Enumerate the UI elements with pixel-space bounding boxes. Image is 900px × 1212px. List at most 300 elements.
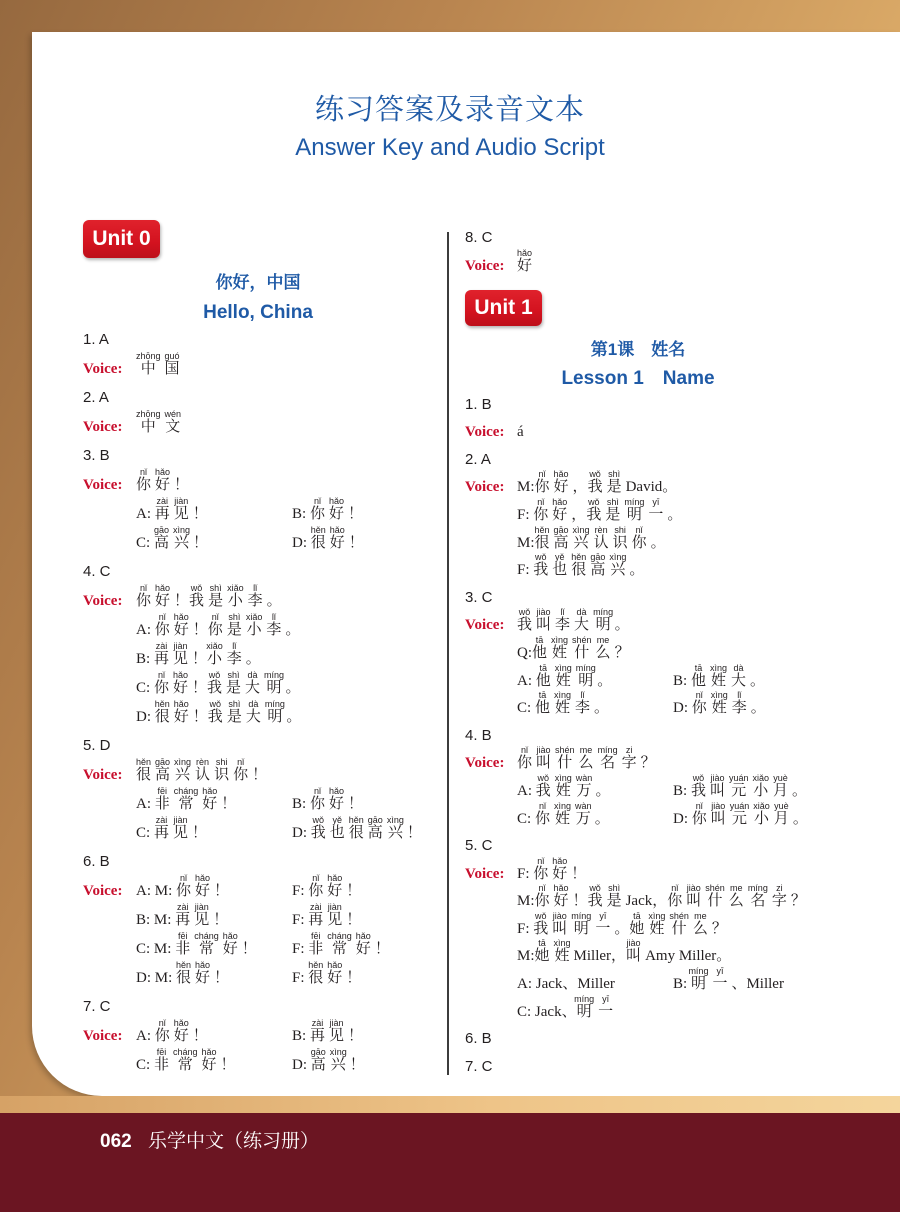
hanzi: 高 bbox=[590, 562, 606, 579]
pinyin-annotated-char bbox=[309, 786, 325, 812]
pinyin-annotated-char bbox=[310, 815, 326, 841]
pinyin-annotated-char bbox=[624, 496, 645, 523]
pinyin: xiǎo bbox=[752, 772, 769, 783]
hanzi: 识 bbox=[612, 534, 628, 551]
pinyin: lǐ bbox=[731, 690, 747, 701]
pinyin: hěn bbox=[176, 960, 192, 970]
pinyin: guó bbox=[164, 351, 180, 361]
pinyin-annotated-char bbox=[595, 910, 611, 937]
answer-option bbox=[517, 746, 673, 771]
pinyin: nǐ bbox=[308, 873, 324, 883]
question-row bbox=[465, 223, 885, 251]
answer-option bbox=[292, 526, 364, 551]
hanzi: 好 bbox=[173, 709, 189, 725]
text-segment: ！ bbox=[192, 535, 208, 551]
hanzi: 见 bbox=[172, 825, 188, 841]
pinyin-annotated-char bbox=[710, 690, 728, 717]
pinyin: lǐ bbox=[574, 690, 590, 701]
pinyin: hǎo bbox=[517, 248, 533, 258]
pinyin: jiào bbox=[626, 938, 642, 949]
pinyin-annotated-char bbox=[612, 524, 628, 551]
footer-band bbox=[0, 1113, 900, 1212]
hanzi: 叫 bbox=[536, 617, 552, 634]
page-number: 062 bbox=[100, 1131, 132, 1152]
pinyin-annotated-char bbox=[572, 524, 590, 551]
pinyin: xìng bbox=[554, 662, 572, 673]
pinyin: hěn bbox=[348, 815, 364, 825]
pinyin-annotated-char bbox=[155, 757, 171, 783]
text-segment: M: bbox=[517, 479, 535, 496]
hanzi: 她 bbox=[629, 920, 645, 937]
pinyin: yě bbox=[329, 815, 345, 825]
hanzi: 什 bbox=[705, 893, 725, 910]
hanzi: 叫 bbox=[626, 948, 642, 965]
text-segment: Q: bbox=[517, 644, 532, 661]
text-segment: ！ bbox=[191, 825, 207, 841]
pinyin: xìng bbox=[553, 690, 571, 701]
pinyin-annotated-char bbox=[712, 966, 728, 993]
hanzi: 常 bbox=[172, 1057, 198, 1073]
answer-option bbox=[292, 932, 390, 957]
text-segment: ！ bbox=[346, 883, 362, 899]
voice-label: Voice: bbox=[465, 258, 505, 274]
right-column bbox=[465, 223, 885, 1093]
pinyin-annotated-char bbox=[207, 699, 223, 725]
hanzi: 再 bbox=[153, 651, 169, 667]
hanzi: 你 bbox=[153, 680, 169, 696]
pinyin: hěn bbox=[534, 524, 550, 535]
hanzi: 见 bbox=[328, 1028, 344, 1044]
question-row bbox=[83, 991, 445, 1020]
hanzi: 好 bbox=[202, 796, 218, 812]
pinyin: hěn bbox=[571, 552, 587, 563]
lesson-title-en: Hello, China bbox=[203, 302, 313, 323]
pinyin: hǎo bbox=[173, 612, 189, 622]
pinyin-annotated-char bbox=[136, 409, 161, 435]
pinyin: wǒ bbox=[586, 496, 602, 507]
text-segment: F: bbox=[292, 912, 309, 928]
pinyin-annotated-char bbox=[752, 772, 769, 799]
answer-option bbox=[673, 774, 807, 799]
answer-option bbox=[136, 410, 292, 435]
hanzi: 好 bbox=[327, 883, 343, 899]
text-segment: C: bbox=[136, 535, 154, 551]
answer-option bbox=[517, 774, 673, 799]
hanzi: 好 bbox=[172, 680, 188, 696]
text-segment: F: bbox=[517, 506, 534, 523]
text-segment: F: bbox=[517, 865, 534, 882]
answer-option bbox=[517, 976, 673, 992]
text-segment: ？ bbox=[790, 893, 806, 910]
hanzi: 我 bbox=[189, 593, 205, 609]
text-segment: ！ bbox=[221, 796, 237, 812]
pinyin-annotated-char bbox=[669, 910, 689, 937]
pinyin: nǐ bbox=[534, 883, 550, 894]
pinyin-annotated-char bbox=[551, 634, 569, 661]
pinyin-annotated-char bbox=[245, 670, 261, 696]
pinyin: jiào bbox=[552, 910, 568, 921]
text-segment: A: M: bbox=[136, 883, 177, 899]
hanzi: 他 bbox=[690, 672, 706, 689]
hanzi: 很 bbox=[154, 709, 170, 725]
hanzi: 兴 bbox=[172, 535, 190, 551]
answer-option bbox=[136, 699, 302, 725]
text-segment: F: bbox=[517, 562, 534, 579]
pinyin: míng bbox=[688, 966, 709, 977]
pinyin: tā bbox=[534, 938, 550, 949]
text-segment: ？ bbox=[614, 644, 630, 661]
pinyin: shì bbox=[208, 583, 224, 593]
hanzi: 姓 bbox=[551, 644, 569, 661]
hanzi: 明 bbox=[264, 680, 285, 696]
pinyin-annotated-char bbox=[155, 583, 171, 609]
hanzi: 好 bbox=[155, 477, 171, 493]
hanzi: 大 bbox=[245, 680, 261, 696]
hanzi: 高 bbox=[367, 825, 383, 841]
pinyin-annotated-char bbox=[553, 524, 569, 551]
text-segment: 。 bbox=[667, 506, 683, 523]
hanzi: 常 bbox=[327, 941, 352, 957]
hanzi: 你 bbox=[534, 810, 550, 827]
pinyin: hǎo bbox=[552, 496, 568, 507]
pinyin: yuè bbox=[773, 800, 789, 811]
answer-option bbox=[292, 1019, 363, 1044]
text-segment: M: bbox=[517, 948, 535, 965]
pinyin: hěn bbox=[308, 960, 324, 970]
answer-option bbox=[292, 874, 361, 899]
answer-row bbox=[465, 607, 885, 639]
pinyin-annotated-char bbox=[173, 612, 189, 638]
pinyin-annotated-char bbox=[328, 496, 344, 522]
pinyin-annotated-char bbox=[728, 883, 744, 910]
pinyin: zài bbox=[175, 902, 191, 912]
answer-option bbox=[517, 938, 732, 965]
pinyin: tā bbox=[629, 910, 645, 921]
pinyin-annotated-char bbox=[553, 938, 571, 965]
pinyin: hǎo bbox=[327, 873, 343, 883]
text-segment: A: bbox=[136, 796, 155, 812]
text-segment: D: bbox=[673, 700, 692, 717]
text-segment: F: bbox=[292, 970, 309, 986]
hanzi: 兴 bbox=[609, 562, 627, 579]
pinyin: hǎo bbox=[155, 583, 171, 593]
text-segment: F: bbox=[292, 883, 309, 899]
pinyin-annotated-char bbox=[773, 772, 789, 799]
pinyin-annotated-char bbox=[771, 883, 787, 910]
pinyin: wǒ bbox=[189, 583, 205, 593]
hanzi: 很 bbox=[310, 535, 326, 551]
pinyin-annotated-char bbox=[264, 670, 285, 696]
answer-option bbox=[292, 903, 361, 928]
pinyin: yuè bbox=[773, 772, 789, 783]
pinyin: jiàn bbox=[172, 641, 188, 651]
pinyin-annotated-char bbox=[533, 855, 549, 882]
text-segment: ， bbox=[571, 506, 587, 523]
pinyin: shì bbox=[605, 496, 621, 507]
pinyin: xìng bbox=[174, 757, 192, 767]
answer-option bbox=[673, 664, 765, 689]
pinyin-annotated-char bbox=[327, 873, 343, 899]
voice-label: Voice: bbox=[83, 883, 123, 899]
pinyin: hǎo bbox=[155, 467, 171, 477]
pinyin-annotated-char bbox=[329, 815, 345, 841]
hanzi: 他 bbox=[535, 672, 551, 689]
hanzi: 很 bbox=[176, 970, 192, 986]
pinyin-annotated-char bbox=[189, 583, 205, 609]
pinyin-annotated-char bbox=[571, 552, 587, 579]
pinyin: yī bbox=[712, 966, 728, 977]
hanzi: 我 bbox=[207, 709, 223, 725]
hanzi: 姓 bbox=[553, 948, 571, 965]
pinyin-annotated-char bbox=[709, 772, 725, 799]
pinyin-annotated-char bbox=[533, 910, 549, 937]
hanzi: 李 bbox=[574, 700, 590, 717]
answer-row bbox=[465, 469, 885, 501]
pinyin-annotated-char bbox=[154, 496, 170, 522]
hanzi: 名 bbox=[597, 755, 618, 772]
question-number: 7. C bbox=[465, 1057, 493, 1075]
pinyin: xìng bbox=[609, 552, 627, 563]
pinyin-annotated-char bbox=[154, 1018, 170, 1044]
text-segment: 。 bbox=[629, 562, 645, 579]
pinyin-annotated-char bbox=[222, 931, 238, 957]
pinyin-annotated-char bbox=[534, 690, 550, 717]
pinyin: shì bbox=[606, 883, 622, 894]
hanzi: 你 bbox=[667, 893, 683, 910]
answer-option bbox=[292, 1048, 365, 1073]
question-row bbox=[83, 440, 445, 469]
pinyin-annotated-char bbox=[517, 607, 533, 634]
pinyin-annotated-char bbox=[587, 469, 603, 496]
pinyin: míng bbox=[747, 883, 768, 894]
hanzi: 见 bbox=[172, 651, 188, 667]
text-segment: ！ bbox=[347, 796, 363, 812]
pinyin-annotated-char bbox=[164, 409, 182, 435]
hanzi: 什 bbox=[572, 644, 592, 661]
answer-row bbox=[83, 672, 445, 701]
text-segment: Jack， bbox=[625, 893, 668, 910]
hanzi: 万 bbox=[574, 810, 592, 827]
pinyin: lǐ bbox=[555, 607, 571, 618]
pinyin: xìng bbox=[648, 910, 666, 921]
hanzi: 好 bbox=[552, 506, 568, 523]
pinyin-annotated-char bbox=[571, 910, 592, 937]
pinyin-annotated-char bbox=[309, 496, 325, 522]
pinyin-annotated-char bbox=[534, 883, 550, 910]
pinyin-annotated-char bbox=[747, 883, 768, 910]
pinyin: wǒ bbox=[517, 607, 533, 618]
hanzi: 叫 bbox=[709, 782, 725, 799]
text-segment: 。 bbox=[593, 700, 609, 717]
hanzi: 我 bbox=[533, 920, 549, 937]
question-row bbox=[465, 1025, 885, 1053]
hanzi: 好 bbox=[222, 941, 238, 957]
hanzi: 很 bbox=[308, 970, 324, 986]
pinyin-annotated-char bbox=[174, 757, 192, 783]
answer-option bbox=[517, 469, 678, 496]
question-row bbox=[465, 1052, 885, 1080]
pinyin: xìng bbox=[551, 634, 569, 645]
pinyin-annotated-char bbox=[154, 612, 170, 638]
hanzi: 你 bbox=[154, 1028, 170, 1044]
pinyin-annotated-char bbox=[310, 1047, 326, 1073]
pinyin-annotated-char bbox=[554, 772, 572, 799]
lesson-title-en: Lesson 1 Name bbox=[561, 368, 715, 389]
pinyin-annotated-char bbox=[587, 883, 603, 910]
text-segment: A: bbox=[136, 506, 155, 522]
answer-row bbox=[83, 353, 445, 382]
answer-row bbox=[465, 800, 885, 832]
pinyin-annotated-char bbox=[172, 1047, 198, 1073]
pinyin-annotated-char bbox=[517, 248, 533, 274]
pinyin: xìng bbox=[710, 690, 728, 701]
pinyin-annotated-char bbox=[175, 931, 191, 957]
pinyin: yuán bbox=[728, 772, 749, 783]
text-segment: ！ bbox=[406, 825, 422, 841]
pinyin: wǒ bbox=[535, 772, 551, 783]
answer-row bbox=[465, 993, 885, 1025]
pinyin-annotated-char bbox=[574, 690, 590, 717]
pinyin-annotated-char bbox=[348, 815, 364, 841]
pinyin-annotated-char bbox=[575, 772, 593, 799]
text-segment: C: bbox=[136, 1057, 154, 1073]
pinyin: shì bbox=[606, 469, 622, 480]
pinyin: nǐ bbox=[691, 690, 707, 701]
pinyin: nǐ bbox=[233, 757, 249, 767]
pinyin-annotated-char bbox=[175, 902, 191, 928]
pinyin: xìng bbox=[553, 800, 571, 811]
answer-row bbox=[83, 904, 445, 933]
pinyin: hǎo bbox=[195, 960, 211, 970]
pinyin: wǒ bbox=[207, 699, 223, 709]
answer-row bbox=[465, 966, 885, 997]
pinyin-annotated-char bbox=[553, 883, 569, 910]
answer-row bbox=[83, 701, 445, 730]
pinyin: zài bbox=[309, 1018, 325, 1028]
answer-option bbox=[517, 553, 673, 578]
pinyin: nǐ bbox=[667, 883, 683, 894]
pinyin: fēi bbox=[175, 931, 191, 941]
hanzi: 叫 bbox=[710, 810, 726, 827]
text-segment: ！ bbox=[174, 477, 190, 493]
answer-list bbox=[465, 390, 885, 1080]
question-row bbox=[83, 846, 445, 875]
pinyin: míng bbox=[624, 496, 645, 507]
hanzi: 么 bbox=[595, 644, 611, 661]
hanzi: 再 bbox=[308, 912, 324, 928]
answer-option bbox=[136, 1048, 292, 1073]
hanzi: 李 bbox=[555, 617, 571, 634]
hanzi: 是 bbox=[606, 479, 622, 496]
pinyin: me bbox=[578, 745, 594, 756]
text-segment: 。 bbox=[650, 534, 666, 551]
answer-row bbox=[83, 527, 445, 556]
answer-option bbox=[292, 497, 363, 522]
hanzi: 月 bbox=[773, 782, 789, 799]
hanzi: 明 bbox=[575, 672, 596, 689]
question-row bbox=[83, 730, 445, 759]
hanzi: 姓 bbox=[709, 672, 727, 689]
hanzi: 再 bbox=[154, 506, 170, 522]
hanzi: 好 bbox=[328, 506, 344, 522]
pinyin: tā bbox=[532, 634, 548, 645]
pinyin: xiǎo bbox=[245, 612, 263, 622]
hanzi: 一 bbox=[595, 920, 611, 937]
pinyin-annotated-char bbox=[598, 993, 614, 1020]
pinyin-annotated-char bbox=[173, 786, 199, 812]
pinyin-annotated-char bbox=[153, 815, 169, 841]
hanzi: 我 bbox=[310, 825, 326, 841]
text-segment: A: bbox=[136, 622, 155, 638]
pinyin: me bbox=[595, 634, 611, 645]
pinyin: shén bbox=[555, 745, 575, 756]
pinyin: me bbox=[692, 910, 708, 921]
hanzi: 好 bbox=[327, 970, 343, 986]
hanzi: 李 bbox=[731, 700, 747, 717]
hanzi: 很 bbox=[136, 767, 152, 783]
pinyin: hǎo bbox=[202, 786, 218, 796]
pinyin: nǐ bbox=[533, 496, 549, 507]
voice-label: Voice: bbox=[83, 361, 123, 377]
pinyin-annotated-char bbox=[329, 1047, 347, 1073]
text-segment: B: bbox=[292, 796, 310, 812]
hanzi: 我 bbox=[535, 782, 551, 799]
footer-gold-strip bbox=[0, 1096, 900, 1114]
pinyin: hǎo bbox=[222, 931, 238, 941]
pinyin: wén bbox=[164, 409, 182, 419]
hanzi: 你 bbox=[308, 883, 324, 899]
hanzi: 字 bbox=[621, 755, 637, 772]
pinyin-annotated-char bbox=[555, 745, 575, 772]
pinyin-annotated-char bbox=[194, 902, 210, 928]
question-number: 8. C bbox=[465, 229, 493, 246]
pinyin: míng bbox=[575, 662, 596, 673]
pinyin: xìng bbox=[554, 772, 572, 783]
text-segment: ！ bbox=[213, 912, 229, 928]
question-number: 6. B bbox=[83, 853, 110, 870]
pinyin-annotated-char bbox=[534, 938, 550, 965]
answer-list bbox=[83, 324, 445, 1078]
hanzi: 文 bbox=[164, 419, 182, 435]
answer-row bbox=[83, 411, 445, 440]
text-segment: C: M: bbox=[136, 941, 176, 957]
pinyin-annotated-char bbox=[631, 524, 647, 551]
text-segment: A: bbox=[517, 782, 536, 799]
pinyin-annotated-char bbox=[214, 757, 230, 783]
pinyin: nǐ bbox=[691, 800, 707, 811]
pinyin: fēi bbox=[308, 931, 324, 941]
answer-option bbox=[517, 249, 673, 274]
pinyin: wǒ bbox=[690, 772, 706, 783]
pinyin-annotated-char bbox=[667, 883, 683, 910]
pinyin: míng bbox=[264, 699, 285, 709]
hanzi: 识 bbox=[214, 767, 230, 783]
answer-row bbox=[465, 910, 885, 942]
pinyin: hǎo bbox=[328, 496, 344, 506]
answer-row bbox=[83, 585, 445, 614]
hanzi: 见 bbox=[327, 912, 343, 928]
answer-option bbox=[136, 903, 292, 928]
hanzi: 再 bbox=[309, 1028, 325, 1044]
hanzi: 好 bbox=[195, 883, 211, 899]
hanzi: 你 bbox=[533, 865, 549, 882]
hanzi: 你 bbox=[691, 700, 707, 717]
hanzi: 是 bbox=[606, 893, 622, 910]
hanzi: 一 bbox=[712, 976, 728, 993]
answer-option bbox=[517, 995, 673, 1020]
hanzi: 大 bbox=[574, 617, 590, 634]
hanzi: 姓 bbox=[553, 810, 571, 827]
